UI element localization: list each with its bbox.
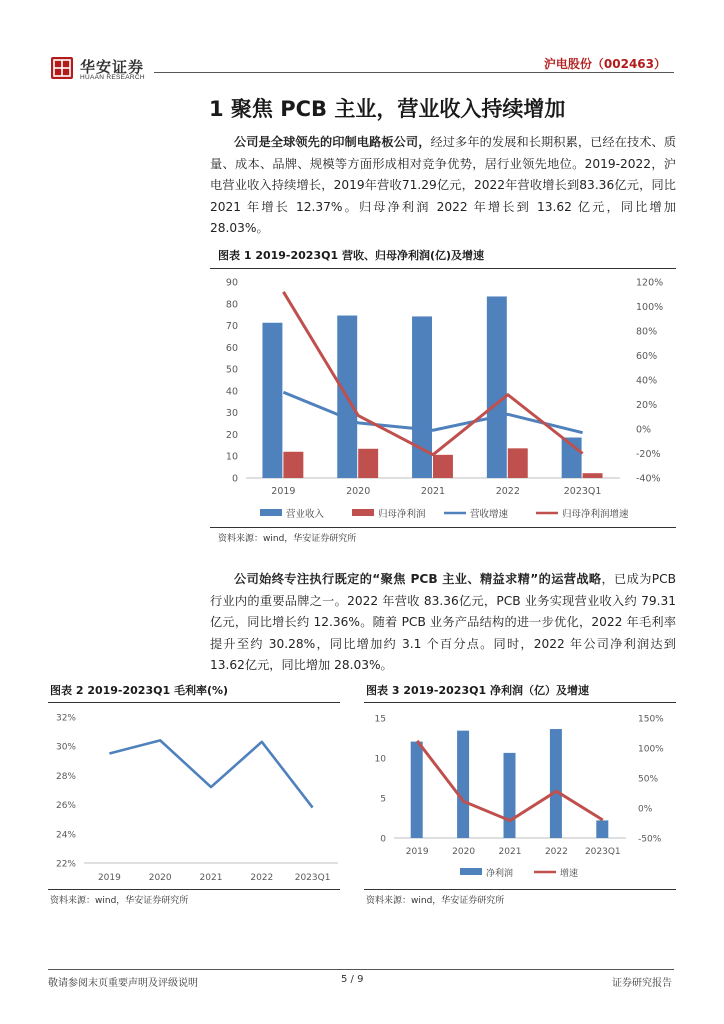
legend-label: 归母净利润增速 <box>562 509 629 520</box>
figure-3-bottom-rule <box>364 889 676 890</box>
bar-secondary <box>433 455 453 478</box>
y-left-tick-label: 70 <box>225 321 238 333</box>
figure-3-rule <box>364 702 676 703</box>
figure-3-caption: 图表 3 2019-2023Q1 净利润（亿）及增速 <box>366 684 589 697</box>
x-tick-label: 2023Q1 <box>294 873 331 883</box>
y-right-tick-label: 100% <box>638 744 664 755</box>
page-number: 5 / 9 <box>341 974 364 985</box>
y-right-tick-label: -20% <box>636 449 661 460</box>
y-right-tick-label: 150% <box>638 714 664 725</box>
legend-label: 净利润 <box>486 869 514 879</box>
figure-2-chart <box>48 706 343 888</box>
x-tick-label: 2023Q1 <box>584 847 621 857</box>
y-left-tick-label: 30 <box>225 408 238 420</box>
y-right-tick-label: 60% <box>636 351 658 362</box>
bar-primary <box>596 820 608 838</box>
y-right-tick-label: 100% <box>636 302 664 313</box>
x-tick-label: 2020 <box>148 873 172 883</box>
x-tick-label: 2021 <box>420 486 446 497</box>
y-left-tick-label: 20 <box>225 429 238 441</box>
paragraph-2 <box>210 569 676 677</box>
x-tick-label: 2023Q1 <box>563 486 602 497</box>
x-tick-label: 2020 <box>452 847 476 857</box>
figure-2-source: 资料来源：wind，华安证券研究所 <box>50 896 189 906</box>
bar-secondary <box>508 448 528 478</box>
y-tick-label: 28% <box>55 771 76 782</box>
y-left-tick-label: 80 <box>225 299 238 311</box>
figure-1-source: 资料来源：wind，华安证券研究所 <box>218 534 357 544</box>
y-left-tick-label: 0 <box>380 834 386 845</box>
figure-1-bottom-rule <box>210 527 676 528</box>
paragraph-1-body: 经过多年的发展和长期积累，已经在技术、质量、成本、品牌、规模等方面形成相对竞争优势，居行业领先地位。2019-2022，沪电营业收入持续增长，2019年营收71.29亿元，2022年营收增长到83.36亿元，同比 2021 年增长 12.37%。归母净利润 2022 年增长到 13.62 亿元，同比增加 28.03%。 <box>210 135 677 236</box>
series-line-2 <box>283 392 582 432</box>
paragraph-2-body: ，已成为PCB 行业内的重要品牌之一。2022 年营收 83.36亿元，PCB 业务实现营业收入约 79.31 亿元，同比增长约 12.36%。随着 PCB 业务产品结构的进一步优化，2022 年毛利率提升至约 30.28%，同比增加约 3.1 个百分点。同时，2022 年公司净利润达到 13.62亿元，同比增加 28.03%。 <box>210 572 676 673</box>
figure-1-rule <box>210 268 676 269</box>
bar-secondary <box>583 473 603 478</box>
y-tick-label: 22% <box>55 859 76 870</box>
y-right-tick-label: 40% <box>636 375 658 387</box>
y-right-tick-label: -40% <box>636 473 661 485</box>
bar-primary <box>550 729 562 838</box>
figure-1-chart <box>210 272 680 527</box>
bar-primary <box>504 753 516 838</box>
y-right-tick-label: 50% <box>638 774 659 785</box>
legend-label: 归母净利润 <box>378 509 426 520</box>
x-tick-label: 2021 <box>199 873 223 883</box>
figure-1-caption: 图表 1 2019-2023Q1 营收、归母净利润(亿)及增速 <box>218 249 484 262</box>
series-line-0 <box>109 740 312 807</box>
y-left-tick-label: 90 <box>225 277 238 289</box>
legend-swatch-bar <box>260 509 282 516</box>
header-company: 沪电股份（002463） <box>543 57 666 71</box>
header-divider <box>154 72 674 73</box>
footer-doc-type: 证券研究报告 <box>612 978 672 989</box>
x-tick-label: 2022 <box>544 847 568 857</box>
footer-disclaimer: 敬请参阅末页重要声明及评级说明 <box>48 978 198 989</box>
x-tick-label: 2019 <box>271 486 296 497</box>
x-tick-label: 2019 <box>97 873 121 883</box>
y-tick-label: 24% <box>55 830 76 841</box>
y-left-tick-label: 50 <box>225 364 238 376</box>
legend-swatch-bar <box>352 509 374 516</box>
x-tick-label: 2022 <box>495 486 520 497</box>
bar-secondary <box>283 452 303 478</box>
footer-divider <box>48 969 674 970</box>
y-left-tick-label: 10 <box>374 754 386 765</box>
y-tick-label: 30% <box>55 742 76 753</box>
paragraph-1 <box>210 132 676 240</box>
bar-secondary <box>358 449 378 478</box>
figure-2-rule <box>48 702 340 703</box>
figure-3-source: 资料来源：wind，华安证券研究所 <box>366 896 505 906</box>
figure-3-chart <box>364 706 679 888</box>
y-right-tick-label: -50% <box>638 834 662 845</box>
y-left-tick-label: 0 <box>231 473 238 485</box>
figure-2-caption: 图表 2 2019-2023Q1 毛利率(%) <box>50 684 229 697</box>
bar-primary <box>262 323 282 478</box>
bar-primary <box>457 731 469 838</box>
brand-subtitle: HUAAN RESEARCH <box>80 74 145 81</box>
y-right-tick-label: 80% <box>636 326 658 338</box>
figure-2-bottom-rule <box>48 889 340 890</box>
y-left-tick-label: 10 <box>225 451 238 463</box>
legend-label: 增速 <box>560 869 579 879</box>
x-tick-label: 2021 <box>498 847 522 857</box>
legend-swatch-bar <box>460 868 482 875</box>
y-right-tick-label: 120% <box>636 277 664 289</box>
y-left-tick-label: 15 <box>374 714 386 725</box>
paragraph-1-lead: 公司是全球领先的印制电路板公司， <box>234 135 431 149</box>
brand-name: 华安证券 <box>80 58 145 76</box>
y-left-tick-label: 60 <box>225 342 238 354</box>
x-tick-label: 2019 <box>405 847 429 857</box>
paragraph-2-lead: 公司始终专注执行既定的“聚焦 PCB 主业、精益求精”的运营战略 <box>234 572 602 586</box>
bar-primary <box>487 296 507 478</box>
y-tick-label: 26% <box>55 801 76 812</box>
x-tick-label: 2022 <box>250 873 274 883</box>
y-left-tick-label: 5 <box>380 794 386 805</box>
bar-primary <box>411 742 423 838</box>
legend-label: 营业收入 <box>286 509 325 520</box>
brand-logo-icon <box>50 56 74 80</box>
section-title: 1 聚焦 PCB 主业，营业收入持续增加 <box>209 97 566 121</box>
y-tick-label: 32% <box>55 713 76 724</box>
x-tick-label: 2020 <box>346 486 371 497</box>
legend-label: 营收增速 <box>470 509 509 520</box>
y-right-tick-label: 20% <box>636 400 658 411</box>
y-right-tick-label: 0% <box>638 804 653 815</box>
y-right-tick-label: 0% <box>636 424 652 436</box>
y-left-tick-label: 40 <box>225 386 238 398</box>
